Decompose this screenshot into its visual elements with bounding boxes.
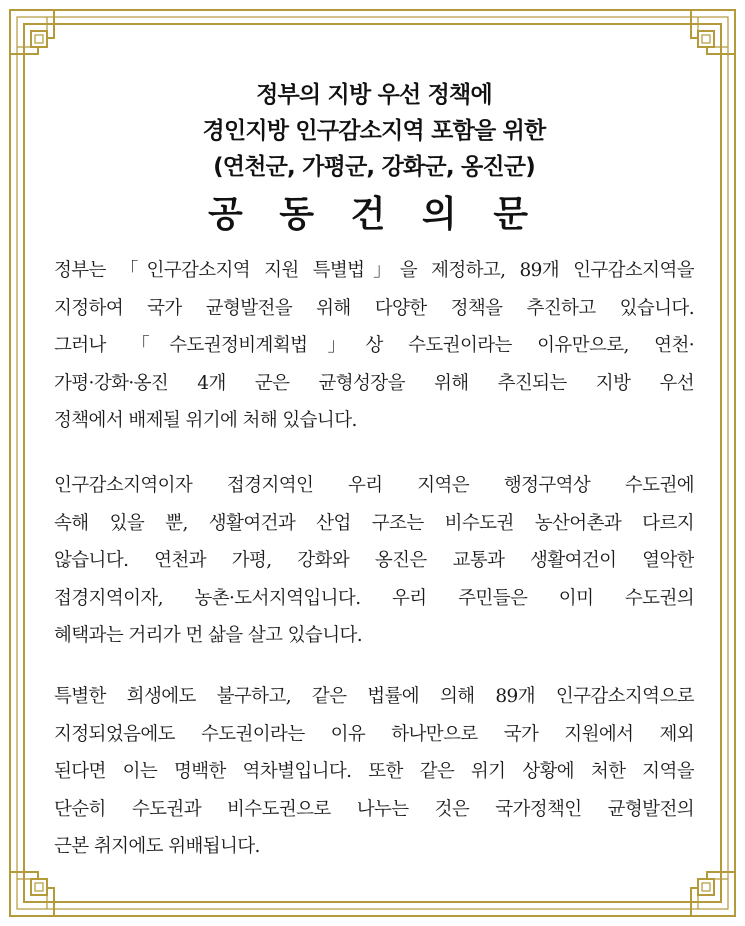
paragraph-2: [54, 467, 694, 655]
paragraph-3: [54, 678, 694, 866]
paragraph-line: 지정되었음에도 수도권이라는 이유 하나만으로 국가 지원에서 제외: [54, 723, 694, 745]
paragraph-line: 가평·강화·옹진 4개 군은 균형성장을 위해 추진되는 지방 우선: [54, 372, 694, 394]
paragraph-line: 속해 있을 뿐, 생활여건과 산업 구조는 비수도권 농산어촌과 다르지: [54, 512, 694, 534]
paragraph-line: 접경지역이자, 농촌·도서지역입니다. 우리 주민들은 이미 수도권의: [54, 587, 694, 609]
heading-line-1: 정부의 지방 우선 정책에: [256, 82, 492, 108]
paragraph-line: 않습니다. 연천과 가평, 강화와 옹진은 교통과 생활여건이 열악한: [54, 550, 694, 571]
paragraph-line: 혜택과는 거리가 먼 삶을 살고 있습니다.: [54, 625, 363, 646]
document-title: 공 동 건 의 문: [207, 194, 540, 235]
paragraph-line: 그러나 「수도권정비계획법」상 수도권이라는 이유만으로, 연천·: [54, 335, 694, 356]
heading-line-2: 경인지방 인구감소지역 포함을 위한: [202, 118, 546, 144]
heading-line-3: (연천군, 가평군, 강화군, 옹진군): [213, 154, 535, 180]
paragraph-line: 된다면 이는 명백한 역차별입니다. 또한 같은 위기 상황에 처한 지역을: [54, 761, 694, 782]
paragraph-1: [54, 252, 694, 440]
paragraph-line: 근본 취지에도 위배됩니다.: [54, 836, 260, 857]
paragraph-line: 정책에서 배제될 위기에 처해 있습니다.: [54, 410, 357, 431]
paragraph-line: 지정하여 국가 균형발전을 위해 다양한 정책을 추진하고 있습니다.: [54, 297, 694, 319]
paragraph-line: 인구감소지역이자 접경지역인 우리 지역은 행정구역상 수도권에: [54, 475, 694, 496]
paragraph-line: 특별한 희생에도 불구하고, 같은 법률에 의해 89개 인구감소지역으로: [54, 686, 694, 707]
paragraph-line: 정부는 「인구감소지역 지원 특별법」을 제정하고, 89개 인구감소지역을: [54, 260, 694, 281]
paragraph-line: 단순히 수도권과 비수도권으로 나누는 것은 국가정책인 균형발전의: [54, 798, 694, 820]
proposal-document: [54, 0, 694, 926]
